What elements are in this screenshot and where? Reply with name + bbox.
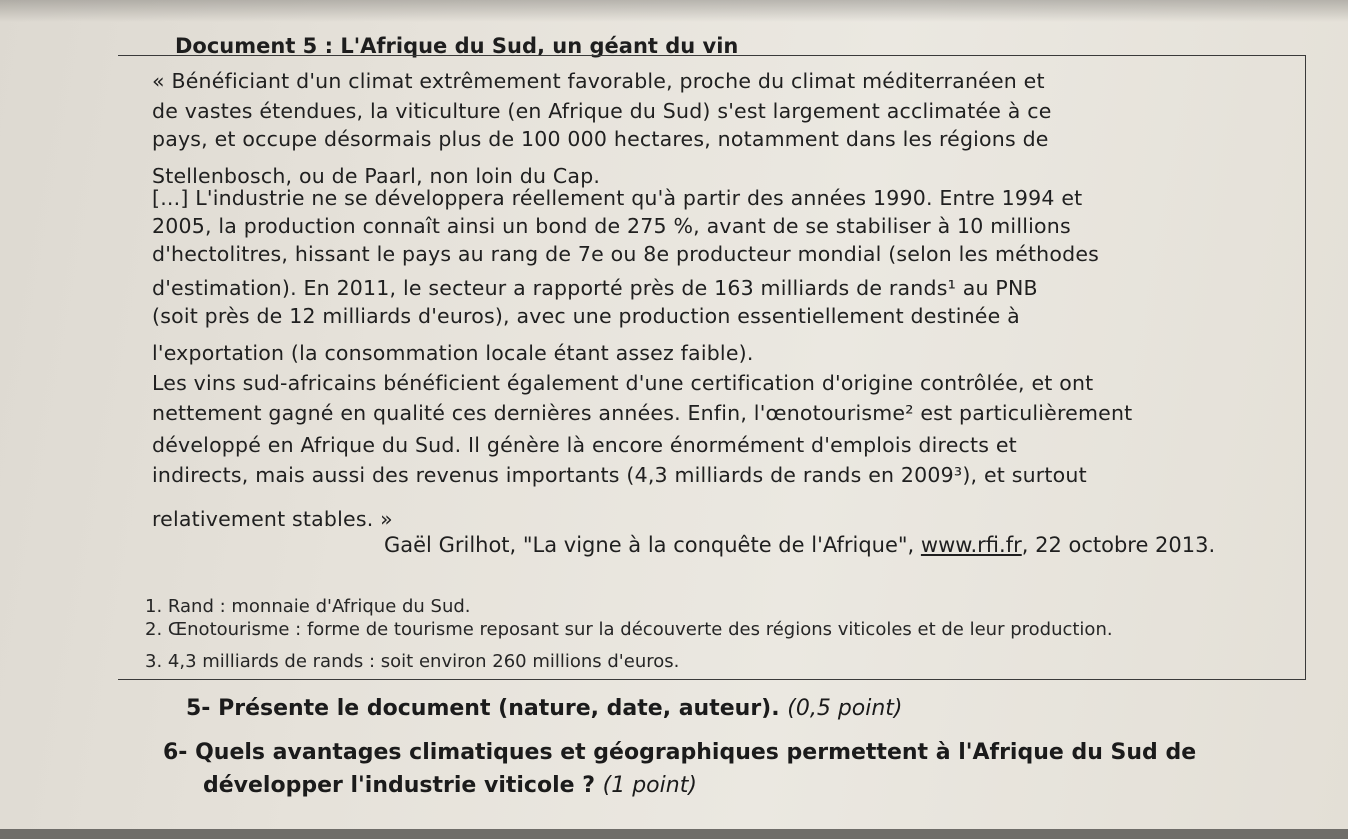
text-line-14: indirects, mais aussi des revenus importants (4,3 milliards de rands en 2009³), et surtout (152, 463, 1087, 487)
text-line-6: 2005, la production connaît ainsi un bond de 275 %, avant de se stabiliser à 10 millions (152, 214, 1071, 238)
text-line-4: Stellenbosch, ou de Paarl, non loin du Cap. (152, 164, 601, 188)
footnote-2: 2. Œnotourisme : forme de tourisme reposant sur la découverte des régions viticoles et de leur production. (145, 619, 1113, 640)
question-6-points: (1 point) (602, 773, 697, 798)
question-5 (186, 696, 903, 721)
text-line-2: de vastes étendues, la viticulture (en Afrique du Sud) s'est largement acclimatée à ce (152, 99, 1052, 123)
text-line-9: (soit près de 12 milliards d'euros), avec une production essentiellement destinée à (152, 304, 1020, 328)
question-5-text: 5- Présente le document (nature, date, auteur). (186, 696, 780, 721)
source-link[interactable]: www.rfi.fr (920, 533, 1022, 557)
source-author-title: Gaël Grilhot, "La vigne à la conquête de l'Afrique", (384, 533, 921, 557)
text-line-5: [...] L'industrie ne se développera réellement qu'à partir des années 1990. Entre 1994 et (152, 186, 1083, 210)
source-citation (384, 533, 1215, 557)
text-line-15: relativement stables. » (152, 507, 393, 531)
text-line-12: nettement gagné en qualité ces dernières années. Enfin, l'œnotourisme² est particulièrement (152, 401, 1133, 425)
text-line-7: d'hectolitres, hissant le pays au rang de 7e ou 8e producteur mondial (selon les méthodes (152, 242, 1100, 266)
bottom-edge (0, 829, 1348, 839)
text-line-13: développé en Afrique du Sud. Il génère là encore énormément d'emplois directs et (152, 433, 1017, 457)
text-line-8: d'estimation). En 2011, le secteur a rapporté près de 163 milliards de rands¹ au PNB (152, 276, 1038, 300)
footnote-3: 3. 4,3 milliards de rands : soit environ 260 millions d'euros. (145, 651, 680, 672)
question-6-line-1: 6- Quels avantages climatiques et géographiques permettent à l'Afrique du Sud de (163, 740, 1197, 765)
text-line-3: pays, et occupe désormais plus de 100 000 hectares, notamment dans les régions de (152, 127, 1049, 151)
question-6-line-2 (203, 773, 697, 798)
footnote-1: 1. Rand : monnaie d'Afrique du Sud. (145, 596, 471, 617)
text-line-1: « Bénéficiant d'un climat extrêmement favorable, proche du climat méditerranéen et (152, 69, 1045, 93)
text-line-10: l'exportation (la consommation locale étant assez faible). (152, 341, 754, 365)
text-line-11: Les vins sud-africains bénéficient également d'une certification d'origine contrôlée, et ont (152, 371, 1094, 395)
document-title: Document 5 : L'Afrique du Sud, un géant du vin (175, 34, 739, 58)
question-5-points: (0,5 point) (787, 696, 903, 721)
source-date: , 22 octobre 2013. (1021, 533, 1216, 557)
top-shadow (0, 0, 1348, 22)
question-6-text: développer l'industrie viticole ? (203, 773, 595, 798)
